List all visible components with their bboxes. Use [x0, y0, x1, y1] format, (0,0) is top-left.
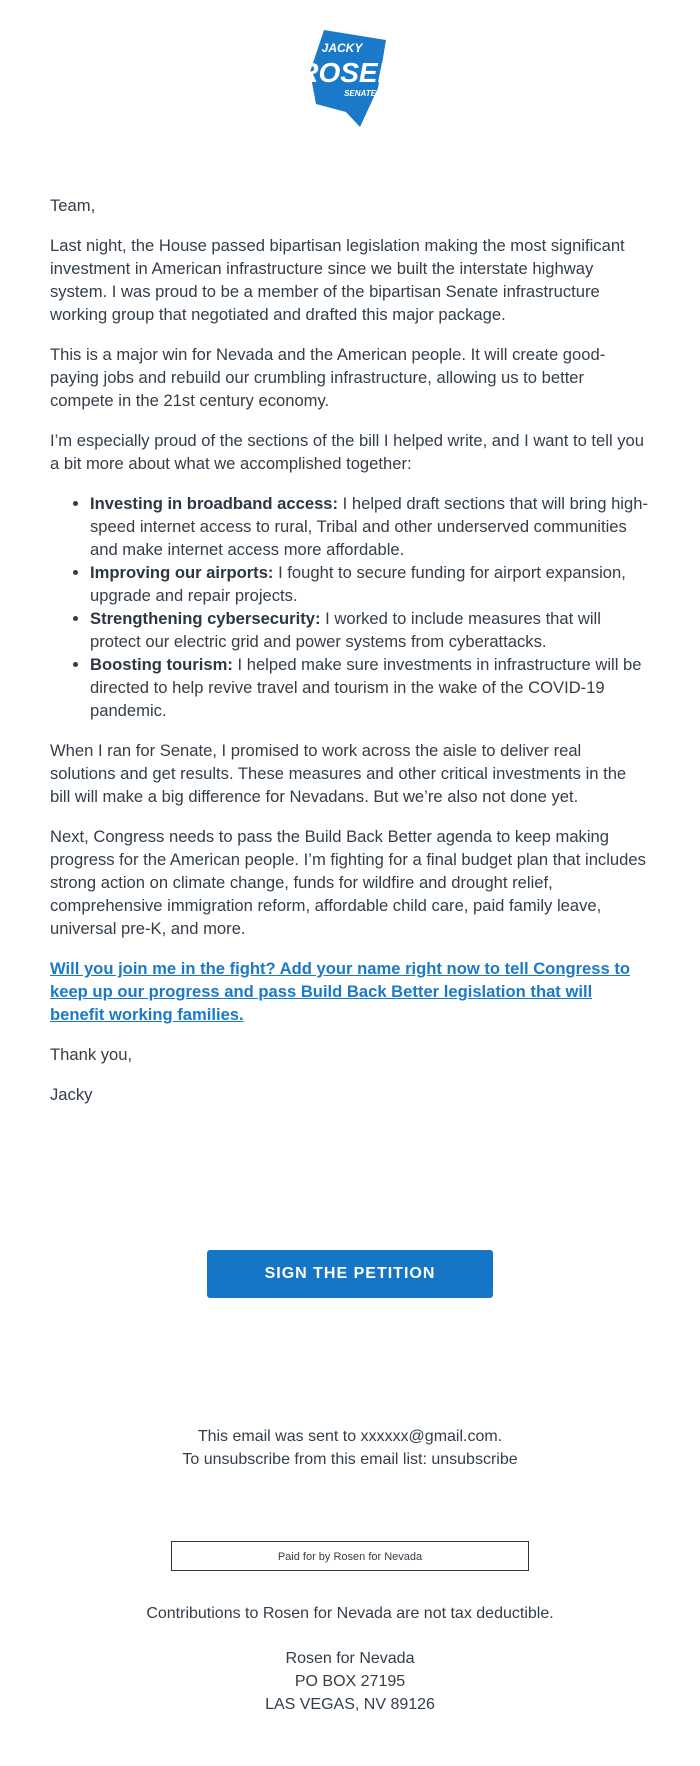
- join-fight-link[interactable]: Will you join me in the fight? Add your name right now to tell Congress to keep up our progress and pass Build Back Better legislation that will benefit working families.: [50, 959, 631, 1024]
- cta-paragraph: [50, 957, 650, 1026]
- signature: Jacky: [50, 1085, 93, 1104]
- signoff: Thank you,: [50, 1045, 133, 1064]
- sent-to-text: This email was sent to xxxxxx@gmail.com.: [197, 1428, 503, 1445]
- bullet-heading: Boosting tourism:: [90, 655, 233, 674]
- paragraph-2: This is a major win for Nevada and the American people. It will create good-paying jobs and rebuild our crumbling infrastructure, allowing us to better compete in the 21st century economy.: [50, 345, 606, 410]
- paragraph-3: I’m especially proud of the sections of the bill I helped write, and I want to tell you a bit more about what we accomplished together:: [50, 431, 645, 473]
- paid-for-box: Paid for by Rosen for Nevada: [171, 1541, 529, 1571]
- bullet-text: I fought to secure funding for airport expansion, upgrade and repair projects.: [90, 563, 626, 605]
- unsubscribe-link[interactable]: unsubscribe: [431, 1451, 518, 1468]
- list-item: [90, 561, 650, 607]
- paid-for-container: [0, 1541, 700, 1571]
- logo-line1: JACKY: [321, 41, 363, 55]
- tax-note: Contributions to Rosen for Nevada are not tax deductible.: [146, 1605, 554, 1622]
- paragraph-1: Last night, the House passed bipartisan legislation making the most significant investment in American infrastructure since we built the interstate highway system. I was proud to be a member of the bipartisan Senate infrastructure working group that negotiated and drafted this major package.: [50, 236, 625, 324]
- mailing-address: [0, 1647, 700, 1716]
- bullet-text: I helped draft sections that will bring high-speed internet access to rural, Tribal and other underserved communities and make internet access more affordable.: [90, 494, 648, 559]
- org-name: Rosen for Nevada: [285, 1650, 415, 1667]
- po-box: PO BOX 27195: [294, 1673, 406, 1690]
- list-item: [90, 492, 650, 561]
- list-item: [90, 653, 650, 722]
- footer-sent-info: [0, 1425, 700, 1471]
- petition-button-container: [0, 1250, 700, 1298]
- list-item: [90, 607, 650, 653]
- logo-line3: SENATE: [344, 89, 376, 98]
- city-line: LAS VEGAS, NV 89126: [265, 1696, 435, 1713]
- sign-petition-button[interactable]: SIGN THE PETITION: [207, 1250, 493, 1298]
- email-body: [50, 194, 650, 1123]
- bullet-heading: Investing in broadband access:: [90, 494, 339, 513]
- bullet-text: I helped make sure investments in infrastructure will be directed to help revive travel and tourism in the wake of the COVID-19 pandemic.: [90, 655, 642, 720]
- logo-line2: ROSEN: [298, 57, 398, 88]
- unsubscribe-line: [0, 1448, 700, 1471]
- jacky-rosen-senate-logo: [298, 30, 398, 128]
- bullet-text: I worked to include measures that will protect our electric grid and power systems from cyberattacks.: [90, 609, 601, 651]
- unsubscribe-prefix: To unsubscribe from this email list:: [182, 1451, 432, 1468]
- greeting: Team,: [50, 196, 96, 215]
- paragraph-4: When I ran for Senate, I promised to work across the aisle to deliver real solutions and get results. These measures and other critical investments in the bill will make a big difference for Nevadans. But we’re also not done yet.: [50, 741, 627, 806]
- bullet-heading: Strengthening cybersecurity:: [90, 609, 321, 628]
- bullet-heading: Improving our airports:: [90, 563, 274, 582]
- paragraph-5: Next, Congress needs to pass the Build Back Better agenda to keep making progress for the American people. I’m fighting for a final budget plan that includes strong action on climate change, funds for wildfire and drought relief, comprehensive immigration reform, affordable child care, paid family leave, universal pre-K, and more.: [50, 827, 646, 938]
- logo-container: [0, 30, 700, 133]
- accomplishments-list: [50, 492, 650, 722]
